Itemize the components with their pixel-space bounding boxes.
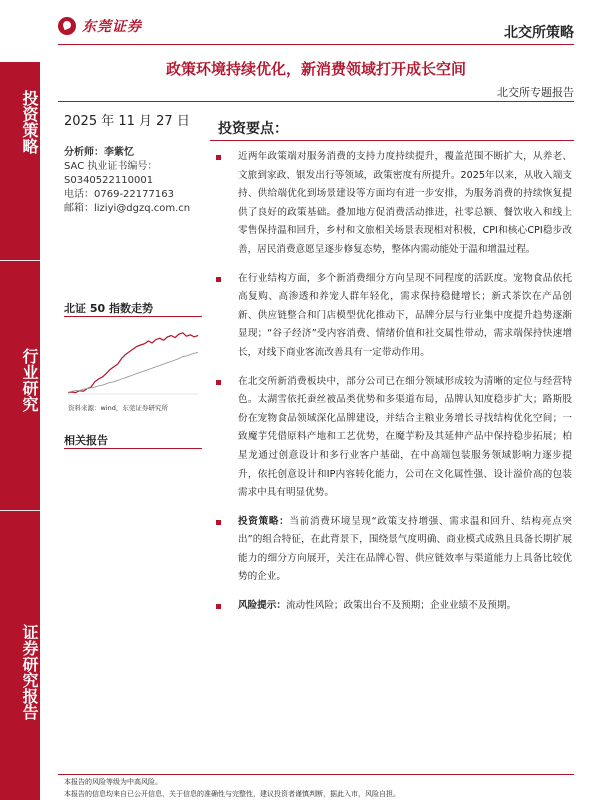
bullet-strategy xyxy=(212,513,572,587)
title-divider xyxy=(58,101,574,102)
chart-series-line-bz50 xyxy=(68,333,198,393)
sidebar-block-industry-research: 行业研究 xyxy=(20,348,39,412)
summary-divider xyxy=(210,140,574,141)
bullet-lead: 投资策略： xyxy=(238,515,290,527)
bullet-lead: 风险提示： xyxy=(238,600,286,612)
summary-title: 投资要点： xyxy=(218,121,288,137)
bullet-text: 当前消费环境呈现“政策支持增强、需求温和回升、结构亮点突出”的组合特征，在此背景下，围绕景气度明确、商业模式成熟且具备长期扩展能力的细分方向展开，关注在品牌心智、供应链效率与渠道能力上具备比较优势的企业。 xyxy=(238,515,572,583)
index-trend-chart xyxy=(64,320,202,400)
logo-icon xyxy=(58,17,76,35)
report-date: 2025 年 11 月 27 日 xyxy=(64,114,190,129)
chart-title-divider xyxy=(64,316,202,317)
analyst-name: 分析师：李紫忆 xyxy=(64,147,134,158)
analyst-email[interactable]: 邮箱：liziyi@dgzq.com.cn xyxy=(64,203,191,214)
summary-bullets xyxy=(212,148,572,626)
bullet-text: 在北交所新消费板块中，部分公司已在细分领域形成较为清晰的定位与经营特色。太湖雪依托蚕丝被品类优势和多渠道布局，品牌认知度稳步扩大；路斯股份在宠物食品领域深化品牌建设，并结合主粮业务增长寻找结构优化空间；一致魔芋凭借原料产地和工艺优势，在魔芋粉及其延伸产品中保持稳步拓展；柏星龙通过创意设计和多行业客户基础，在中高端包装服务领域影响力逐步提升，依托创意设计和IP内容转化能力，公司在文化属性强、设计溢价高的包装需求中具有明显优势。 xyxy=(238,375,572,499)
related-reports-title: 相关报告 xyxy=(64,434,108,447)
report-category: 北交所策略 xyxy=(504,25,574,41)
sac-number: S0340522110001 xyxy=(64,175,154,186)
sidebar-divider xyxy=(0,510,40,511)
sidebar xyxy=(0,62,40,800)
sidebar-block-investment-strategy: 投资策略 xyxy=(20,90,39,154)
sac-label: SAC 执业证书编号： xyxy=(64,161,158,172)
chart-title: 北证 50 指数走势 xyxy=(64,302,153,315)
footer-risk-level: 本报告的风险等级为中高风险。 xyxy=(64,778,162,786)
analyst-phone: 电话：0769-22177163 xyxy=(64,189,174,200)
footer-disclaimer: 本报告的信息均来自已公开信息，关于信息的准确性与完整性，建议投资者谨慎判断，据此入市，风险自担。 xyxy=(64,790,400,798)
bullet-text: 流动性风险；政策出台不及预期；企业业绩不及预期。 xyxy=(285,600,517,612)
report-type: 北交所专题报告 xyxy=(497,86,574,99)
logo-text: 东莞证券 xyxy=(82,19,142,35)
analyst-info xyxy=(64,146,190,216)
sidebar-divider xyxy=(0,260,40,261)
bullet-industry xyxy=(212,270,572,363)
chart-source: 资料来源：wind，东莞证券研究所 xyxy=(68,404,168,412)
brand-logo xyxy=(58,16,142,36)
bullet-risk xyxy=(212,597,572,616)
header-divider xyxy=(58,44,574,45)
related-reports-divider xyxy=(64,448,202,449)
bullet-companies xyxy=(212,373,572,503)
bullet-policy xyxy=(212,148,572,260)
report-title: 政策环境持续优化，新消费领域打开成长空间 xyxy=(165,60,466,78)
sidebar-block-securities-report: 证券研究报告 xyxy=(20,624,39,720)
chart-series-line-hs300 xyxy=(68,353,198,393)
footer-divider xyxy=(58,774,574,775)
bullet-text: 在行业结构方面，多个新消费细分方向呈现不同程度的活跃度。宠物食品依托高复购、高渗透和养宠人群年轻化，需求保持稳健增长；新式茶饮在产品创新、供应链整合和门店模型优化推动下，品牌分层与行业集中度提升趋势逐渐显现；“谷子经济”受内容消费、情绪价值和社交属性带动，需求端保持快速增长，对线下商业客流改善具有一定带动作用。 xyxy=(238,272,572,358)
bullet-text: 近两年政策端对服务消费的支持力度持续提升，覆盖范围不断扩大，从养老、文旅到家政、银发出行等领域，政策密度有所提升。2025年以来，从收入端支持、供给端优化到场景建设等方面均有进一步安排，为服务消费的持续恢复提供了良好的政策基础。叠加地方促消费活动推进，社零总额、餐饮收入和线上零售保持温和回升，乡村和文旅相关场景表现相对积极，CPI和核心CPI稳步改善，居民消费意愿呈逐步修复态势，整体内需动能处于温和增温过程。 xyxy=(238,151,572,255)
footer xyxy=(64,776,400,800)
